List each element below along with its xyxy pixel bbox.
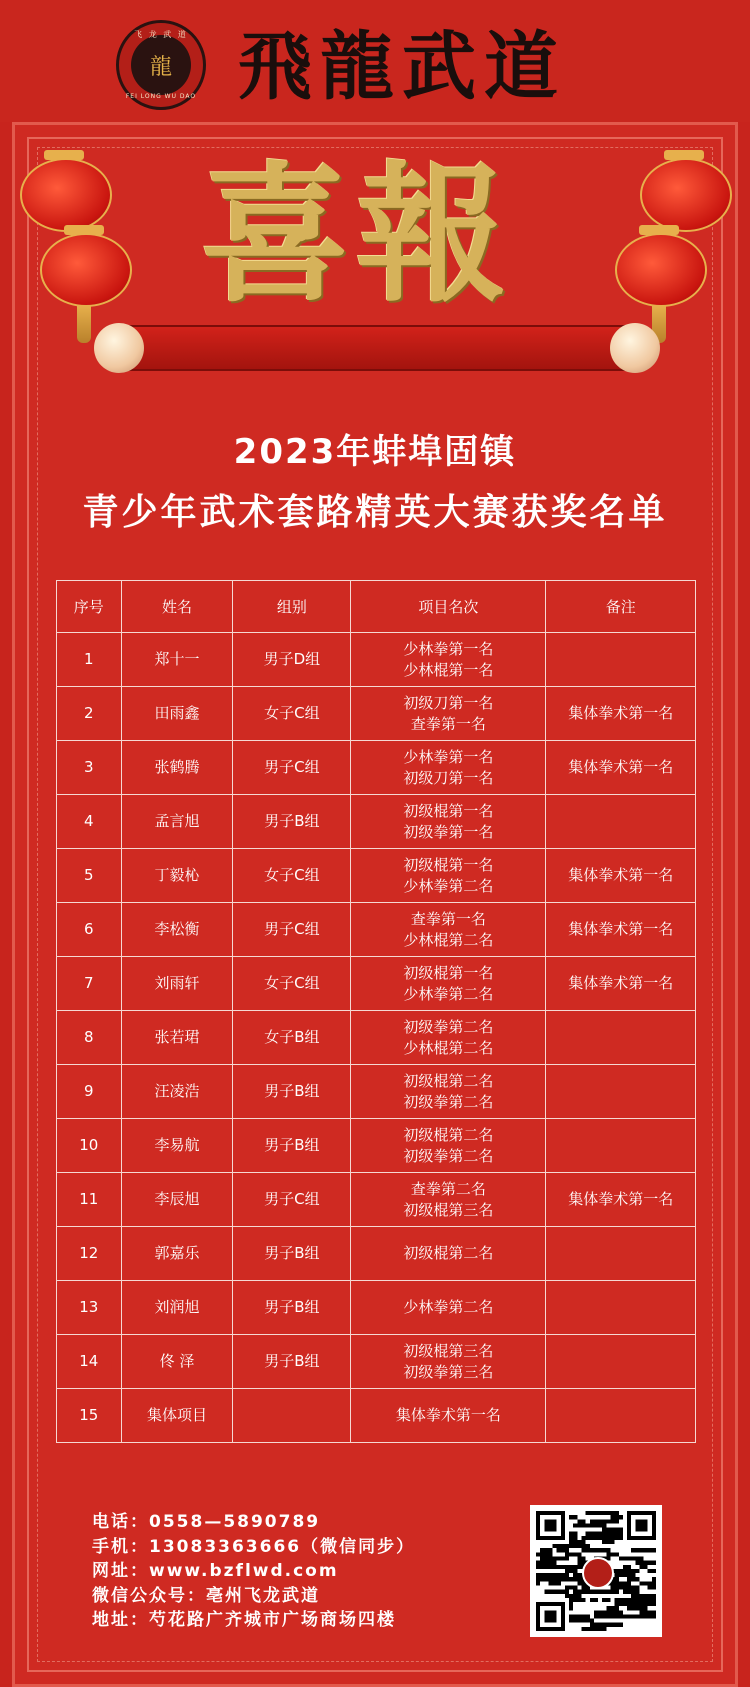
event-item: 查拳第二名 <box>410 1179 486 1198</box>
cell-name: 孟言旭 <box>121 795 233 849</box>
cell-number: 10 <box>57 1119 122 1173</box>
table-row <box>57 849 696 903</box>
event-item: 少林拳第二名 <box>403 1298 494 1316</box>
table-row <box>57 795 696 849</box>
event-item: 少林棍第二名 <box>403 1038 494 1057</box>
table-row <box>57 1119 696 1173</box>
cell-number: 12 <box>57 1227 122 1281</box>
award-table <box>56 580 696 1443</box>
cell-name: 刘润旭 <box>121 1281 233 1335</box>
event-item: 初级棍第一名 <box>403 801 494 820</box>
cell-number: 9 <box>57 1065 122 1119</box>
cell-number: 7 <box>57 957 122 1011</box>
cell-note: 集体拳术第一名 <box>546 957 696 1011</box>
table-header-row <box>57 581 696 633</box>
table-row <box>57 1335 696 1389</box>
cell-group: 男子C组 <box>233 741 351 795</box>
cell-events <box>351 633 546 687</box>
cell-note <box>546 1065 696 1119</box>
cell-number: 8 <box>57 1011 122 1065</box>
cell-events <box>351 957 546 1011</box>
cell-events <box>351 795 546 849</box>
cell-name: 汪凌浩 <box>121 1065 233 1119</box>
cell-group: 男子B组 <box>233 1065 351 1119</box>
cell-events <box>351 1065 546 1119</box>
cell-group: 男子B组 <box>233 795 351 849</box>
event-item: 查拳第一名 <box>410 714 486 733</box>
cell-note <box>546 795 696 849</box>
cell-note <box>546 1119 696 1173</box>
cell-name: 郑十一 <box>121 633 233 687</box>
header-name: 姓名 <box>121 581 233 633</box>
cell-name: 李松衡 <box>121 903 233 957</box>
cell-name: 田雨鑫 <box>121 687 233 741</box>
table-row <box>57 1389 696 1443</box>
cell-name: 李易航 <box>121 1119 233 1173</box>
event-item: 初级棍第二名 <box>403 1244 494 1262</box>
address-text: 地址：芍花路广齐城市广场商场四楼 <box>92 1610 396 1630</box>
cell-note: 集体拳术第一名 <box>546 1173 696 1227</box>
cell-group <box>233 1389 351 1443</box>
event-item: 初级拳第二名 <box>403 1092 494 1111</box>
website-link[interactable]: 网址：www.bzflwd.com <box>92 1561 339 1581</box>
heading-line1: 2023年蚌埠固镇 <box>233 432 517 472</box>
event-item: 初级刀第一名 <box>403 768 494 787</box>
cell-events <box>351 687 546 741</box>
cell-number: 6 <box>57 903 122 957</box>
cell-name: 李辰旭 <box>121 1173 233 1227</box>
cell-name: 郭嘉乐 <box>121 1227 233 1281</box>
scroll-banner <box>100 325 654 371</box>
cell-note <box>546 1227 696 1281</box>
header-number: 序号 <box>57 581 122 633</box>
table-row <box>57 1065 696 1119</box>
event-item: 少林拳第一名 <box>403 747 494 766</box>
cell-group: 男子B组 <box>233 1227 351 1281</box>
event-item: 少林棍第二名 <box>403 930 494 949</box>
event-item: 集体拳术第一名 <box>395 1406 501 1424</box>
cell-name: 刘雨轩 <box>121 957 233 1011</box>
qr-logo-icon <box>582 1557 614 1589</box>
header <box>0 0 750 122</box>
cell-number: 14 <box>57 1335 122 1389</box>
cell-events <box>351 1011 546 1065</box>
logo-sub-text: FEI LONG WU DAO <box>125 93 197 100</box>
cell-number: 13 <box>57 1281 122 1335</box>
cell-group: 女子C组 <box>233 957 351 1011</box>
brand-name: 飛龍武道 <box>238 24 566 110</box>
table-row <box>57 633 696 687</box>
cell-note <box>546 633 696 687</box>
event-item: 初级棍第一名 <box>403 855 494 874</box>
cell-events <box>351 903 546 957</box>
event-item: 少林棍第一名 <box>403 660 494 679</box>
event-item: 初级棍第一名 <box>403 963 494 982</box>
event-item: 少林拳第二名 <box>403 984 494 1003</box>
wechat-text: 微信公众号：亳州飞龙武道 <box>92 1585 320 1606</box>
cell-events <box>351 1389 546 1443</box>
cell-note: 集体拳术第一名 <box>546 687 696 741</box>
cell-number: 3 <box>57 741 122 795</box>
event-item: 初级棍第三名 <box>403 1341 494 1360</box>
mobile-text: 手机：13083363666（微信同步） <box>92 1536 416 1557</box>
table-row <box>57 1173 696 1227</box>
table-row <box>57 903 696 957</box>
heading-line2: 青少年武术套路精英大赛获奖名单 <box>82 492 668 533</box>
cell-number: 1 <box>57 633 122 687</box>
cell-group: 女子C组 <box>233 687 351 741</box>
cell-events <box>351 1119 546 1173</box>
contact-info <box>92 1510 415 1633</box>
cell-events <box>351 741 546 795</box>
table-row <box>57 1227 696 1281</box>
cell-name: 丁毅杺 <box>121 849 233 903</box>
phone-text: 电话：0558—5890789 <box>92 1512 321 1532</box>
cell-group: 女子C组 <box>233 849 351 903</box>
event-item: 初级拳第二名 <box>403 1017 494 1036</box>
cell-note <box>546 1011 696 1065</box>
cell-number: 11 <box>57 1173 122 1227</box>
cell-name: 佟 泽 <box>121 1335 233 1389</box>
table-row <box>57 1011 696 1065</box>
event-item: 查拳第一名 <box>410 909 486 928</box>
cell-events <box>351 1173 546 1227</box>
cell-group: 男子C组 <box>233 1173 351 1227</box>
cell-events <box>351 1227 546 1281</box>
cell-note <box>546 1281 696 1335</box>
banner-title: 喜報 <box>200 147 513 323</box>
header-group: 组别 <box>233 581 351 633</box>
event-item: 少林拳第一名 <box>403 639 494 658</box>
cell-group: 男子B组 <box>233 1281 351 1335</box>
cell-events <box>351 1281 546 1335</box>
cell-group: 男子B组 <box>233 1119 351 1173</box>
event-item: 初级拳第一名 <box>403 822 494 841</box>
header-note: 备注 <box>546 581 696 633</box>
table-row <box>57 741 696 795</box>
event-item: 初级拳第二名 <box>403 1146 494 1165</box>
cell-name: 张鹤腾 <box>121 741 233 795</box>
cell-number: 4 <box>57 795 122 849</box>
header-events: 项目名次 <box>351 581 546 633</box>
cell-note: 集体拳术第一名 <box>546 903 696 957</box>
cell-group: 男子B组 <box>233 1335 351 1389</box>
cell-note <box>546 1389 696 1443</box>
cell-events <box>351 849 546 903</box>
table-row <box>57 1281 696 1335</box>
cell-number: 5 <box>57 849 122 903</box>
cell-group: 女子B组 <box>233 1011 351 1065</box>
table-row <box>57 687 696 741</box>
cell-group: 男子C组 <box>233 903 351 957</box>
cell-note: 集体拳术第一名 <box>546 741 696 795</box>
event-item: 少林拳第二名 <box>403 876 494 895</box>
cell-name: 张若珺 <box>121 1011 233 1065</box>
event-item: 初级棍第三名 <box>403 1200 494 1219</box>
cell-events <box>351 1335 546 1389</box>
cell-number: 2 <box>57 687 122 741</box>
qr-code-icon[interactable] <box>530 1505 662 1637</box>
logo <box>116 20 206 110</box>
dragon-icon: 龍 <box>131 35 191 95</box>
cell-group: 男子D组 <box>233 633 351 687</box>
event-item: 初级棍第二名 <box>403 1071 494 1090</box>
logo-ring-text: 飞 龙 武 道 <box>134 30 188 39</box>
event-item: 初级拳第三名 <box>403 1362 494 1381</box>
event-item: 初级棍第二名 <box>403 1125 494 1144</box>
cell-note <box>546 1335 696 1389</box>
event-item: 初级刀第一名 <box>403 693 494 712</box>
cell-name: 集体项目 <box>121 1389 233 1443</box>
cell-number: 15 <box>57 1389 122 1443</box>
table-row <box>57 957 696 1011</box>
cell-note: 集体拳术第一名 <box>546 849 696 903</box>
